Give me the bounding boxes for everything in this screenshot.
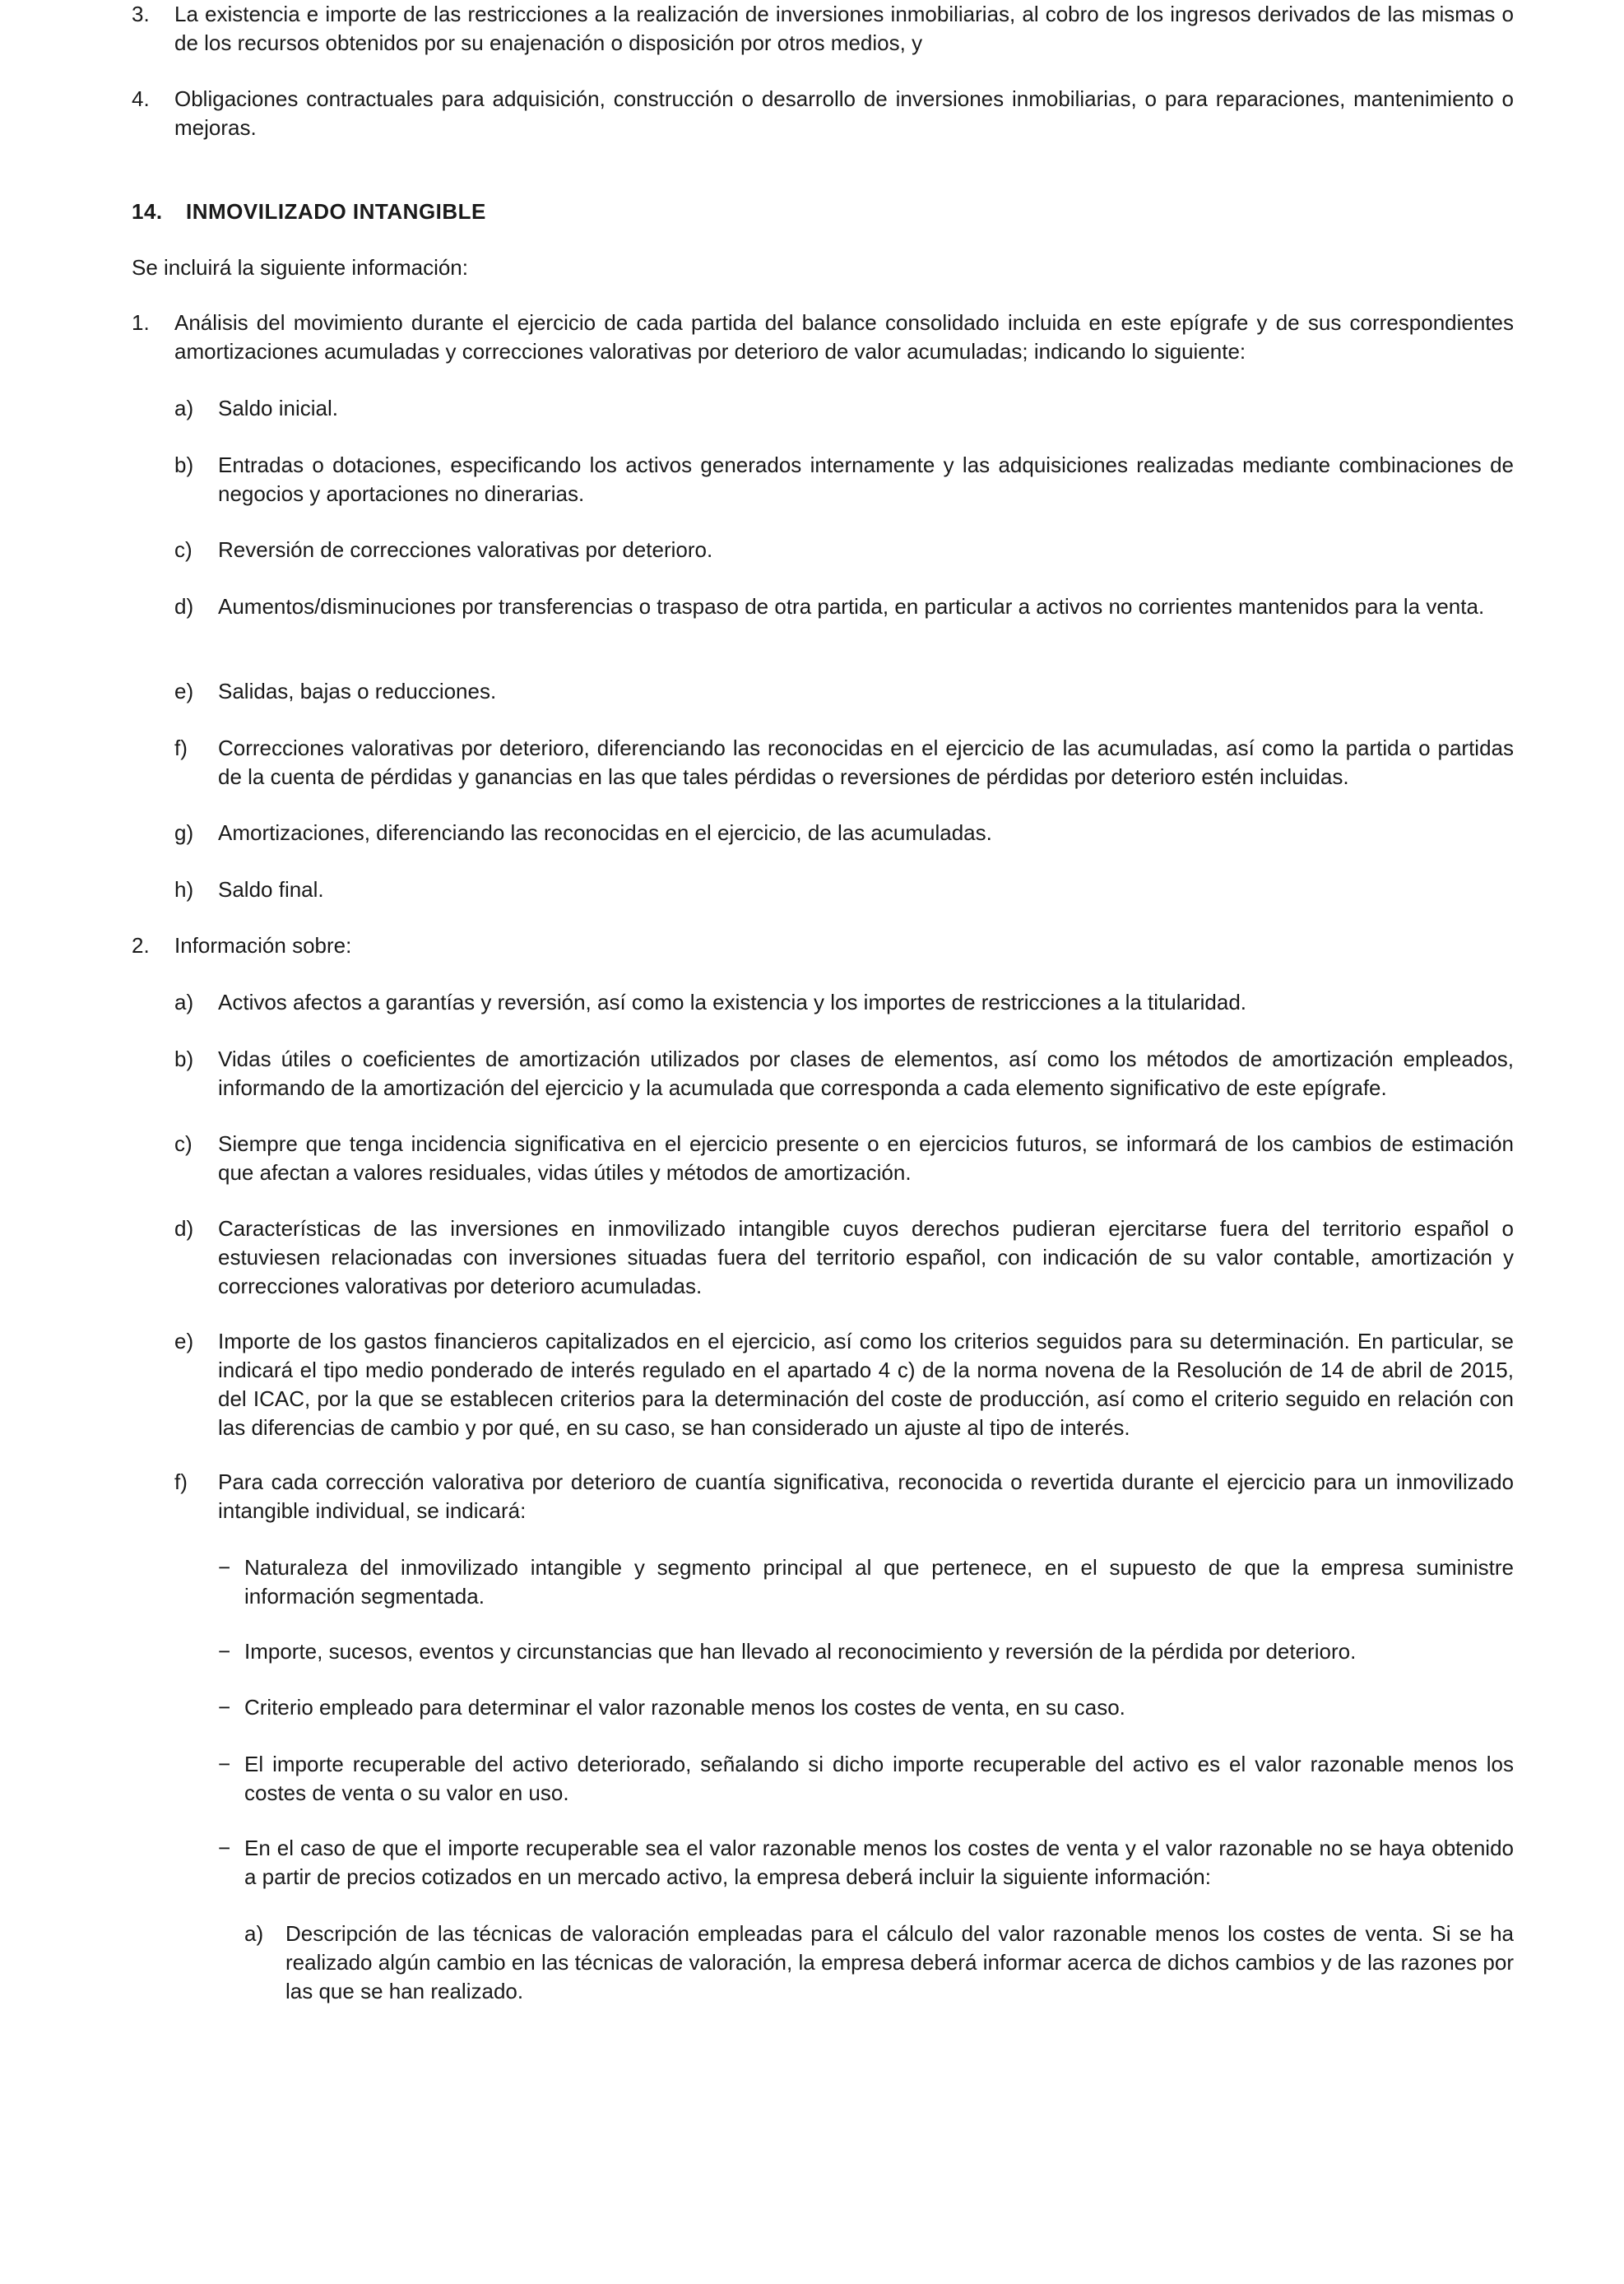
dash-mark: −	[218, 1836, 231, 1860]
sub-item-letter: c)	[174, 537, 193, 562]
list-item-4	[132, 85, 1514, 142]
dash-item	[132, 1553, 1514, 1611]
sub-item-letter: f)	[174, 1469, 188, 1494]
dash-item	[132, 1637, 1514, 1666]
sub-item-letter: g)	[174, 820, 194, 845]
sub-item	[132, 734, 1514, 792]
section-title: INMOVILIZADO INTANGIBLE	[186, 199, 486, 224]
dash-mark: −	[218, 1695, 231, 1720]
dash-mark: −	[218, 1555, 231, 1580]
sub-item-letter: e)	[174, 679, 194, 703]
sub-item	[132, 592, 1514, 621]
dash-item-text: Criterio empleado para determinar el valor razonable menos los costes de venta, en su caso.	[244, 1695, 1125, 1720]
list-item-1	[132, 309, 1514, 366]
sub-item-text: Para cada corrección valorativa por deterioro de cuantía significativa, reconocida o revertida durante el ejercicio para un inmovilizado intangible individual, se indicará:	[218, 1469, 1514, 1523]
sub-item-letter: c)	[174, 1131, 193, 1156]
sub-sub-item	[132, 1920, 1514, 2006]
dash-item-text: El importe recuperable del activo deteriorado, señalando si dicho importe recuperable del activo es el valor razonable menos los costes de venta o su valor en uso.	[244, 1752, 1514, 1805]
sub-item-text: Saldo final.	[218, 877, 324, 902]
dash-mark: −	[218, 1752, 231, 1776]
sub-item-text: Correcciones valorativas por deterioro, diferenciando las reconocidas en el ejercicio de las acumuladas, así como la partida o partidas de la cuenta de pérdidas y ganancias en las que tales pérdidas o reversiones de pérdidas por deterioro estén incluidas.	[218, 736, 1514, 789]
list-text: Obligaciones contractuales para adquisición, construcción o desarrollo de inversiones inmobiliarias, o para reparaciones, mantenimiento o mejoras.	[174, 86, 1514, 140]
sub-item-text: Vidas útiles o coeficientes de amortización utilizados por clases de elementos, así como los métodos de amortización empleados, informando de la amortización del ejercicio y la acumulada que corresponda a cada elemento significativo de este epígrafe.	[218, 1047, 1514, 1100]
section-number: 14.	[132, 199, 163, 224]
dash-mark: −	[218, 1639, 231, 1664]
section-heading	[132, 197, 486, 226]
sub-item-text: Siempre que tenga incidencia significativa en el ejercicio presente o en ejercicios futuros, se informará de los cambios de estimación que afectan a valores residuales, vidas útiles y métodos de amortización.	[218, 1131, 1514, 1185]
sub-item	[132, 451, 1514, 508]
sub-item-text: Entradas o dotaciones, especificando los activos generados internamente y las adquisiciones realizadas mediante combinaciones de negocios y aportaciones no dinerarias.	[218, 453, 1514, 506]
dash-item-text: Importe, sucesos, eventos y circunstancias que han llevado al reconocimiento y reversión de la pérdida por deterioro.	[244, 1639, 1357, 1664]
intro-text: Se incluirá la siguiente información:	[132, 255, 468, 280]
sub-item-letter: d)	[174, 1216, 194, 1241]
sub-item-text: Activos afectos a garantías y reversión, así como la existencia y los importes de restricciones a la titularidad.	[218, 990, 1247, 1014]
list-number: 4.	[132, 86, 150, 111]
sub-item	[132, 988, 1514, 1017]
list-number: 1.	[132, 310, 150, 335]
dash-item-text: Naturaleza del inmovilizado intangible y segmento principal al que pertenece, en el supuesto de que la empresa suministre información segmentada.	[244, 1555, 1514, 1609]
list-number: 3.	[132, 2, 150, 26]
sub-item	[132, 1045, 1514, 1103]
sub-item	[132, 875, 1514, 904]
sub-item-text: Amortizaciones, diferenciando las reconocidas en el ejercicio, de las acumuladas.	[218, 820, 992, 845]
sub-item	[132, 677, 1514, 706]
dash-item	[132, 1834, 1514, 1892]
sub-item-letter: f)	[174, 736, 188, 760]
sub-item-letter: d)	[174, 594, 194, 619]
sub-item-text: Salidas, bajas o reducciones.	[218, 679, 497, 703]
sub-item-text: Características de las inversiones en inmovilizado intangible cuyos derechos pudieran ejercitarse fuera del territorio español o estuviesen relacionadas con inversiones situadas fuera del territorio español, con indicación de su valor contable, amortización y correcciones valorativas por deterioro acumuladas.	[218, 1216, 1514, 1298]
sub-item-letter: h)	[174, 877, 194, 902]
sub-item-text: Saldo inicial.	[218, 396, 338, 420]
sub-item	[132, 536, 1514, 564]
sub-item	[132, 1130, 1514, 1187]
sub-item-letter: a)	[174, 396, 194, 420]
sub-item	[132, 819, 1514, 847]
sub-sub-item-letter: a)	[244, 1921, 264, 1946]
sub-item-text: Importe de los gastos financieros capitalizados en el ejercicio, así como los criterios seguidos para su determinación. En particular, se indicará el tipo medio ponderado de interés regulado en el apartado 4 c) de la norma novena de la Resolución de 14 de abril de 2015, del ICAC, por la que se establecen criterios para la determinación del coste de producción, así como el criterio seguido en relación con las diferencias de cambio y por qué, en su caso, se han considerado un ajuste al tipo de interés.	[218, 1329, 1514, 1440]
list-text: La existencia e importe de las restricciones a la realización de inversiones inmobiliarias, al cobro de los ingresos derivados de las mismas o de los recursos obtenidos por su enajenación o disposición por otros medios, y	[174, 2, 1514, 55]
list-item-2	[132, 931, 1514, 960]
sub-item	[132, 1214, 1514, 1301]
sub-item-letter: e)	[174, 1329, 194, 1353]
list-item-3	[132, 0, 1514, 58]
sub-item	[132, 1327, 1514, 1442]
list-text: Análisis del movimiento durante el ejercicio de cada partida del balance consolidado incluida en este epígrafe y de sus correspondientes amortizaciones acumuladas y correcciones valorativas por deterioro de valor acumuladas; indicando lo siguiente:	[174, 310, 1514, 364]
sub-item-text: Aumentos/disminuciones por transferencias o traspaso de otra partida, en particular a activos no corrientes mantenidos para la venta.	[218, 594, 1485, 619]
sub-item	[132, 1468, 1514, 1525]
sub-item-text: Reversión de correcciones valorativas por deterioro.	[218, 537, 713, 562]
sub-item-letter: b)	[174, 453, 194, 477]
sub-item	[132, 394, 1514, 423]
dash-item	[132, 1750, 1514, 1808]
sub-sub-item-text: Descripción de las técnicas de valoración empleadas para el cálculo del valor razonable menos los costes de venta. Si se ha realizado algún cambio en las técnicas de valoración, la empresa deberá informar acerca de dichos cambios y de las razones por las que se han realizado.	[285, 1921, 1514, 2003]
list-number: 2.	[132, 933, 150, 958]
dash-item	[132, 1693, 1514, 1722]
sub-item-letter: a)	[174, 990, 194, 1014]
dash-item-text: En el caso de que el importe recuperable sea el valor razonable menos los costes de venta y el valor razonable no se haya obtenido a partir de precios cotizados en un mercado activo, la empresa deberá incluir la siguiente información:	[244, 1836, 1514, 1889]
sub-item-letter: b)	[174, 1047, 194, 1071]
list-text: Información sobre:	[174, 933, 352, 958]
